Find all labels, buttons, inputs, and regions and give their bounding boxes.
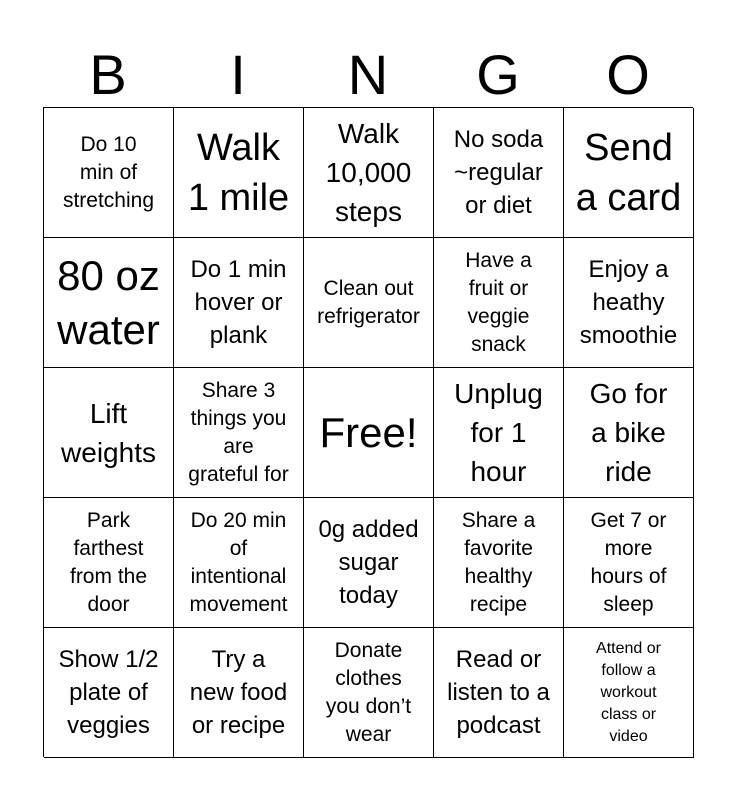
bingo-cell[interactable] — [44, 238, 174, 368]
cell-text: Do 10 min of stretching — [62, 132, 155, 212]
bingo-cell[interactable] — [434, 108, 564, 238]
bingo-cell[interactable] — [174, 108, 304, 238]
cell-text: Do 1 min hover or plank — [190, 256, 287, 349]
bingo-cell[interactable] — [434, 498, 564, 628]
bingo-header — [43, 44, 693, 106]
cell-text: Donate clothes you don’t wear — [325, 638, 412, 746]
bingo-cell[interactable] — [564, 498, 694, 628]
cell-text: Attend or follow a workout class or video — [596, 639, 661, 745]
bingo-cell[interactable] — [564, 628, 694, 758]
free-space-text: Free! — [319, 408, 418, 456]
bingo-cell[interactable] — [304, 628, 434, 758]
bingo-cell[interactable] — [44, 368, 174, 498]
cell-text: 0g added sugar today — [318, 516, 419, 609]
header-letter-n: N — [347, 43, 389, 106]
header-letter-i: I — [230, 43, 246, 106]
cell-text: Send a card — [575, 126, 682, 219]
bingo-cell[interactable] — [174, 628, 304, 758]
bingo-cell[interactable] — [44, 628, 174, 758]
bingo-cell[interactable] — [434, 368, 564, 498]
cell-text: Park farthest from the door — [69, 508, 148, 616]
bingo-cell[interactable] — [564, 108, 694, 238]
cell-text: Read or listen to a podcast — [447, 646, 550, 739]
bingo-cell[interactable] — [564, 238, 694, 368]
cell-text: Walk 10,000 steps — [325, 118, 412, 227]
bingo-cell[interactable] — [304, 108, 434, 238]
cell-text: Enjoy a heathy smoothie — [579, 256, 678, 349]
cell-text: Go for a bike ride — [589, 378, 668, 487]
bingo-cell[interactable] — [174, 498, 304, 628]
cell-text: 80 oz water — [57, 251, 160, 353]
cell-text: Share 3 things you are grateful for — [188, 378, 289, 486]
bingo-cell[interactable] — [434, 238, 564, 368]
free-space-cell[interactable] — [304, 368, 434, 498]
cell-text: Show 1/2 plate of veggies — [58, 646, 159, 739]
header-letter-b: B — [89, 43, 127, 106]
bingo-cell[interactable] — [434, 628, 564, 758]
bingo-cell[interactable] — [174, 368, 304, 498]
header-letter-g: G — [476, 43, 520, 106]
cell-text: Walk 1 mile — [187, 126, 290, 219]
bingo-cell[interactable] — [304, 498, 434, 628]
cell-text: Unplug for 1 hour — [454, 378, 543, 487]
cell-text: Do 20 min of intentional movement — [189, 508, 288, 616]
bingo-cell[interactable] — [304, 238, 434, 368]
bingo-board — [43, 107, 693, 757]
bingo-cell[interactable] — [44, 498, 174, 628]
cell-text: No soda ~regular or diet — [453, 126, 544, 219]
bingo-cell[interactable] — [44, 108, 174, 238]
cell-text: Lift weights — [61, 397, 156, 468]
cell-text: Have a fruit or veggie snack — [465, 248, 532, 356]
bingo-cell[interactable] — [174, 238, 304, 368]
cell-text: Clean out refrigerator — [317, 276, 420, 328]
cell-text: Get 7 or more hours of sleep — [590, 508, 667, 616]
header-letter-o: O — [606, 43, 650, 106]
cell-text: Try a new food or recipe — [189, 646, 288, 739]
cell-text: Share a favorite healthy recipe — [461, 508, 536, 616]
bingo-cell[interactable] — [564, 368, 694, 498]
